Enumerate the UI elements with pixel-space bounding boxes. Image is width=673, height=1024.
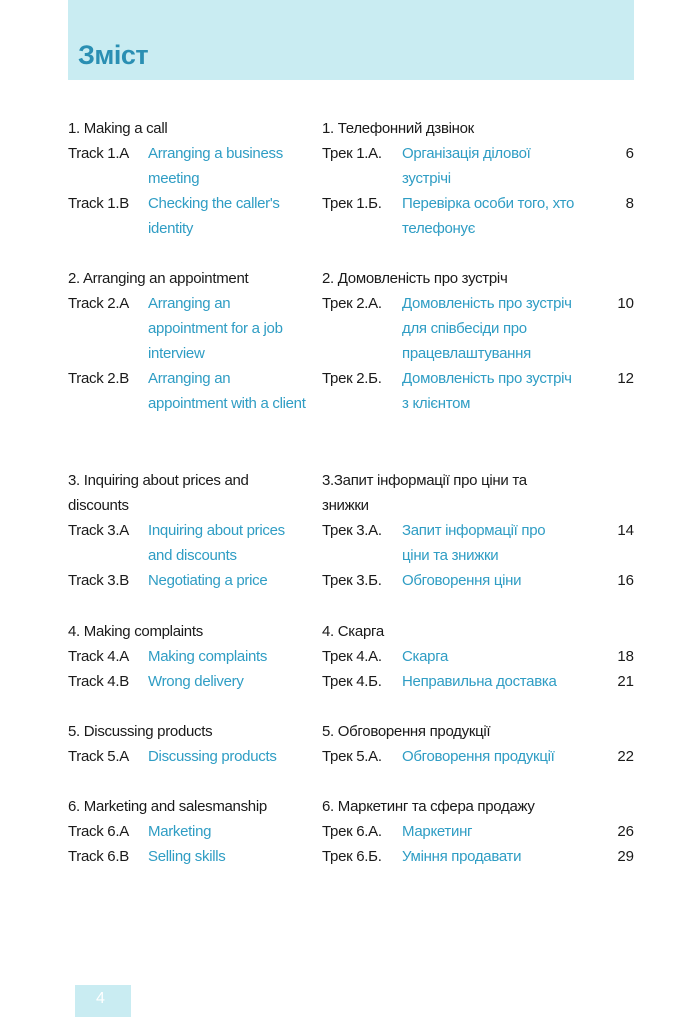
section-title: 3.Запит інформації про ціни та знижки <box>322 472 527 514</box>
track-name[interactable]: Обговорення продукції <box>402 748 555 765</box>
track-row[interactable] <box>68 141 313 191</box>
track-label: Track 6.A <box>68 823 129 840</box>
track-name[interactable]: Selling skills <box>148 848 226 865</box>
track-row[interactable] <box>68 744 313 769</box>
footer-page-number: 4 <box>96 990 105 1007</box>
track-row[interactable] <box>322 568 638 593</box>
track-name[interactable]: Discussing products <box>148 748 277 765</box>
section-title: 1. Телефонний дзвінок <box>322 120 474 137</box>
page-number: 10 <box>617 295 634 312</box>
track-row[interactable] <box>68 819 313 844</box>
track-label: Track 1.A <box>68 145 129 162</box>
track-name[interactable]: Домовленість про зустріч для співбесіди про працевлаштування <box>402 295 572 362</box>
track-row[interactable] <box>68 291 313 366</box>
track-row[interactable] <box>322 844 638 869</box>
page-number: 8 <box>625 195 634 212</box>
track-name[interactable]: Домовленість про зустріч з клієнтом <box>402 370 572 412</box>
toc-section-2-en <box>68 266 313 416</box>
toc-section-5-ua <box>322 719 638 769</box>
toc-section-4-en <box>68 619 313 694</box>
track-row[interactable] <box>68 518 313 568</box>
track-name[interactable]: Організація ділової зустрічі <box>402 145 531 187</box>
track-label: Track 3.A <box>68 522 129 539</box>
toc-section-5-en <box>68 719 313 769</box>
track-row[interactable] <box>68 844 313 869</box>
track-name[interactable]: Making complaints <box>148 648 268 665</box>
track-name[interactable]: Arranging an appointment for a job interview <box>148 295 283 362</box>
track-name[interactable]: Arranging an appointment with a client <box>148 370 306 412</box>
section-title: 4. Скарга <box>322 623 384 640</box>
track-name[interactable]: Скарга <box>402 648 449 665</box>
section-title: 4. Making complaints <box>68 623 203 640</box>
header-band <box>68 0 634 80</box>
toc-section-2-ua <box>322 266 638 416</box>
toc-section-4-ua <box>322 619 638 694</box>
page-number: 6 <box>625 145 634 162</box>
track-row[interactable] <box>68 366 313 416</box>
track-row[interactable] <box>68 669 313 694</box>
track-label: Track 3.B <box>68 572 129 589</box>
track-name[interactable]: Inquiring about prices and discounts <box>148 522 285 564</box>
track-label: Track 4.A <box>68 648 129 665</box>
page-title: Зміст <box>78 40 149 70</box>
track-label: Трек 1.А. <box>322 145 382 162</box>
track-label: Трек 6.Б. <box>322 848 382 865</box>
track-name[interactable]: Checking the caller's identity <box>148 195 280 237</box>
track-name[interactable]: Negotiating a price <box>148 572 268 589</box>
page-number: 21 <box>617 673 634 690</box>
track-label: Трек 1.Б. <box>322 195 382 212</box>
page-number: 29 <box>617 848 634 865</box>
track-label: Трек 3.А. <box>322 522 382 539</box>
track-label: Трек 5.А. <box>322 748 382 765</box>
toc-section-3-en <box>68 468 313 593</box>
track-row[interactable] <box>322 141 638 191</box>
page-number: 14 <box>617 522 634 539</box>
track-label: Трек 4.Б. <box>322 673 382 690</box>
page-number: 26 <box>617 823 634 840</box>
track-name[interactable]: Запит інформації про ціни та знижки <box>402 522 546 564</box>
section-title: 6. Marketing and salesmanship <box>68 798 267 815</box>
track-label: Track 1.B <box>68 195 129 212</box>
track-label: Track 4.B <box>68 673 129 690</box>
track-row[interactable] <box>322 744 638 769</box>
track-row[interactable] <box>322 819 638 844</box>
track-row[interactable] <box>322 669 638 694</box>
track-name[interactable]: Arranging a business meeting <box>148 145 283 187</box>
track-label: Трек 4.А. <box>322 648 382 665</box>
track-name[interactable]: Неправильна доставка <box>402 673 557 690</box>
track-label: Трек 6.А. <box>322 823 382 840</box>
page-number: 16 <box>617 572 634 589</box>
track-name[interactable]: Marketing <box>148 823 212 840</box>
page-number: 12 <box>617 370 634 387</box>
track-row[interactable] <box>322 366 638 416</box>
section-title: 5. Discussing products <box>68 723 213 740</box>
track-name[interactable]: Перевірка особи того, хто телефонує <box>402 195 575 237</box>
track-label: Track 2.B <box>68 370 129 387</box>
track-row[interactable] <box>322 518 638 568</box>
section-title: 2. Домовленість про зустріч <box>322 270 508 287</box>
track-label: Трек 2.Б. <box>322 370 382 387</box>
section-title: 2. Arranging an appointment <box>68 270 249 287</box>
toc-section-3-ua <box>322 468 638 593</box>
track-name[interactable]: Wrong delivery <box>148 673 244 690</box>
track-row[interactable] <box>68 191 313 241</box>
track-label: Трек 2.А. <box>322 295 382 312</box>
track-row[interactable] <box>68 644 313 669</box>
track-label: Track 2.A <box>68 295 129 312</box>
toc-section-6-en <box>68 794 313 869</box>
toc-section-1-ua <box>322 116 638 241</box>
toc-section-1-en <box>68 116 313 241</box>
section-title: 5. Обговорення продукції <box>322 723 491 740</box>
track-name[interactable]: Маркетинг <box>402 823 473 840</box>
track-name[interactable]: Уміння продавати <box>402 848 522 865</box>
section-title: 1. Making a call <box>68 120 168 137</box>
track-label: Track 6.B <box>68 848 129 865</box>
page-number: 18 <box>617 648 634 665</box>
toc-section-6-ua <box>322 794 638 869</box>
track-row[interactable] <box>68 568 313 593</box>
track-label: Трек 3.Б. <box>322 572 382 589</box>
section-title: 6. Маркетинг та сфера продажу <box>322 798 535 815</box>
track-label: Track 5.A <box>68 748 129 765</box>
section-title: 3. Inquiring about prices and discounts <box>68 472 249 514</box>
track-row[interactable] <box>322 644 638 669</box>
page-number: 22 <box>617 748 634 765</box>
track-row[interactable] <box>322 291 638 366</box>
track-name[interactable]: Обговорення ціни <box>402 572 522 589</box>
track-row[interactable] <box>322 191 638 241</box>
